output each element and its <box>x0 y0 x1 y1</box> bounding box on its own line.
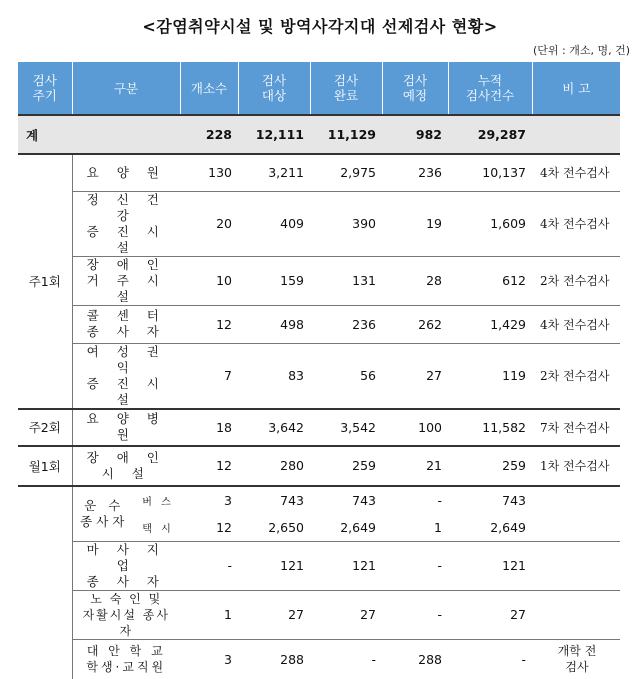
transport-category-label: 운 수 종사자 <box>73 487 137 541</box>
unit-note: (단위 : 개소, 명, 건) <box>533 42 630 58</box>
status-table <box>18 62 620 679</box>
row-sites: 10 <box>180 256 238 305</box>
row-planned: - <box>382 590 448 639</box>
row-done: 390 <box>310 191 382 256</box>
row-targets: 409 <box>238 191 310 256</box>
row-planned: 262 <box>382 305 448 343</box>
row-cumulative: 1,429 <box>448 305 532 343</box>
period-weekly2: 주2회 <box>18 409 72 446</box>
row-targets: 280 <box>238 446 310 486</box>
header-period: 검사 주기 <box>18 62 72 115</box>
table-row <box>18 154 620 191</box>
row-targets: 27 <box>238 590 310 639</box>
row-done: 236 <box>310 305 382 343</box>
row-cumulative: 743 <box>448 486 532 515</box>
row-category: 노 숙 인 및 자활시설 종사자 <box>72 590 180 639</box>
row-done: 743 <box>310 486 382 515</box>
row-planned: 288 <box>382 639 448 679</box>
row-sites: 3 <box>180 486 238 515</box>
table-row <box>18 305 620 343</box>
row-done: 131 <box>310 256 382 305</box>
row-note: 2차 전수검사 <box>532 256 620 305</box>
row-cumulative: - <box>448 639 532 679</box>
row-targets: 121 <box>238 541 310 590</box>
row-note <box>532 486 620 515</box>
row-cumulative: 1,609 <box>448 191 532 256</box>
header-planned: 검사 예정 <box>382 62 448 115</box>
row-targets: 2,650 <box>238 514 310 541</box>
row-targets: 3,211 <box>238 154 310 191</box>
row-done: 121 <box>310 541 382 590</box>
row-planned: 1 <box>382 514 448 541</box>
header-done: 검사 완료 <box>310 62 382 115</box>
total-cumulative: 29,287 <box>448 115 532 154</box>
row-note: 1차 전수검사 <box>532 446 620 486</box>
row-targets: 3,642 <box>238 409 310 446</box>
row-done: - <box>310 639 382 679</box>
row-sites: 3 <box>180 639 238 679</box>
row-cumulative: 27 <box>448 590 532 639</box>
header-cumulative: 누적 검사건수 <box>448 62 532 115</box>
row-note: 개학 전 검사 <box>532 639 620 679</box>
row-targets: 288 <box>238 639 310 679</box>
row-sites: 12 <box>180 514 238 541</box>
row-note <box>532 541 620 590</box>
row-category: 대 안 학 교 학생·교직원 <box>72 639 180 679</box>
table-row <box>18 590 620 639</box>
row-sites: 20 <box>180 191 238 256</box>
period-weekly1: 주1회 <box>18 154 72 409</box>
row-category-transport <box>72 486 180 542</box>
total-planned: 982 <box>382 115 448 154</box>
row-cumulative: 11,582 <box>448 409 532 446</box>
transport-bus-label: 버 스 <box>136 487 180 514</box>
row-done: 2,975 <box>310 154 382 191</box>
row-planned: - <box>382 541 448 590</box>
row-sites: 12 <box>180 305 238 343</box>
row-planned: 27 <box>382 343 448 409</box>
row-done: 259 <box>310 446 382 486</box>
row-note <box>532 514 620 541</box>
row-sites: 7 <box>180 343 238 409</box>
row-sites: 12 <box>180 446 238 486</box>
row-category: 요 양 병 원 <box>72 409 180 446</box>
row-planned: 28 <box>382 256 448 305</box>
total-targets: 12,111 <box>238 115 310 154</box>
row-cumulative: 2,649 <box>448 514 532 541</box>
row-cumulative: 259 <box>448 446 532 486</box>
row-cumulative: 121 <box>448 541 532 590</box>
total-row <box>18 115 620 154</box>
table-row <box>18 191 620 256</box>
row-cumulative: 10,137 <box>448 154 532 191</box>
row-planned: - <box>382 486 448 515</box>
row-category: 장 애 인 거 주 시 설 <box>72 256 180 305</box>
row-sites: 1 <box>180 590 238 639</box>
table-row <box>18 446 620 486</box>
row-note: 7차 전수검사 <box>532 409 620 446</box>
period-monthly1: 월1회 <box>18 446 72 486</box>
row-sites: 130 <box>180 154 238 191</box>
row-category: 정 신 건 강 증 진 시 설 <box>72 191 180 256</box>
row-cumulative: 119 <box>448 343 532 409</box>
table-row <box>18 639 620 679</box>
total-label: 계 <box>18 115 72 154</box>
row-category: 요 양 원 <box>72 154 180 191</box>
row-sites: - <box>180 541 238 590</box>
row-done: 27 <box>310 590 382 639</box>
row-done: 3,542 <box>310 409 382 446</box>
row-sites: 18 <box>180 409 238 446</box>
header-note: 비 고 <box>532 62 620 115</box>
table-row <box>18 256 620 305</box>
row-targets: 498 <box>238 305 310 343</box>
row-planned: 236 <box>382 154 448 191</box>
row-category: 콜 센 터 종 사 자 <box>72 305 180 343</box>
row-category: 장 애 인 시 설 <box>72 446 180 486</box>
transport-taxi-label: 택 시 <box>136 514 180 541</box>
header-sites: 개소수 <box>180 62 238 115</box>
table-row <box>18 343 620 409</box>
total-done: 11,129 <box>310 115 382 154</box>
row-note: 2차 전수검사 <box>532 343 620 409</box>
row-note: 4차 전수검사 <box>532 154 620 191</box>
table-row <box>18 541 620 590</box>
row-planned: 100 <box>382 409 448 446</box>
row-done: 2,649 <box>310 514 382 541</box>
row-targets: 159 <box>238 256 310 305</box>
row-planned: 21 <box>382 446 448 486</box>
table-row <box>18 486 620 515</box>
row-category: 마 사 지 업 종 사 자 <box>72 541 180 590</box>
header-targets: 검사 대상 <box>238 62 310 115</box>
row-note: 4차 전수검사 <box>532 191 620 256</box>
row-done: 56 <box>310 343 382 409</box>
total-sites: 228 <box>180 115 238 154</box>
table-header-row <box>18 62 620 115</box>
row-note: 4차 전수검사 <box>532 305 620 343</box>
row-cumulative: 612 <box>448 256 532 305</box>
row-category: 여 성 권 익 증 진 시 설 <box>72 343 180 409</box>
row-planned: 19 <box>382 191 448 256</box>
row-targets: 83 <box>238 343 310 409</box>
header-category: 구분 <box>72 62 180 115</box>
row-note <box>532 590 620 639</box>
page-title: <감염취약시설 및 방역사각지대 선제검사 현황> <box>0 14 640 37</box>
table-row <box>18 409 620 446</box>
row-targets: 743 <box>238 486 310 515</box>
period-blank <box>18 486 72 679</box>
